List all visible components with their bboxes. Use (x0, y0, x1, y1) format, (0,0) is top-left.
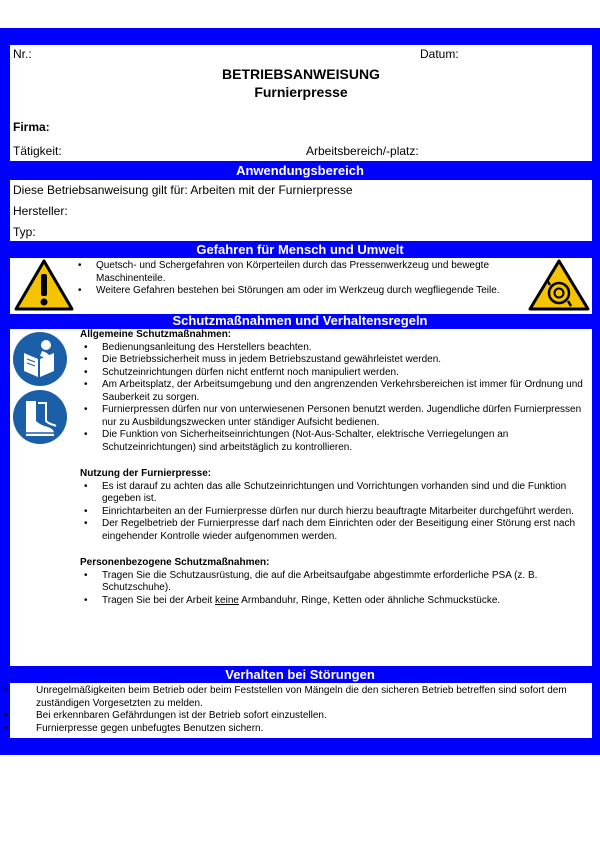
document-subtitle: Furnierpresse (254, 84, 348, 100)
section-title-gefahren: Gefahren für Mensch und Umwelt (196, 242, 404, 257)
list-item: • Am Arbeitsplatz, der Arbeitsumgebung und den angrenzenden Verkehrsbereichen ist immer für Ordnung und Sauberkeit zu sorgen. (80, 379, 590, 404)
typ-label: Typ: (13, 225, 36, 239)
gefahren-box (10, 258, 592, 314)
list-item: • Bedienungsanleitung des Herstellers beachten. (80, 342, 590, 355)
nutzung-heading: Nutzung der Furnierpresse: (80, 468, 212, 479)
person-heading: Personenbezogene Schutzmaßnahmen: (80, 557, 270, 568)
list-item: • Unregelmäßigkeiten beim Betrieb oder beim Feststellen von Mängeln die den sicheren Betrieb betreffen sind sofort dem zuständigen Vorgesetzten zu melden. (0, 685, 590, 710)
document-title: BETRIEBSANWEISUNG (222, 66, 380, 82)
schutz-content (80, 329, 590, 607)
item-text-post: Armbanduhr, Ringe, Ketten oder ähnliche Schmuckstücke. (238, 594, 501, 606)
list-item: • Die Funktion von Sicherheitseinrichtungen (Not-Aus-Schalter, elektrische Verriegelungen an Schutzeinrichtungen) sind arbeitstäglich zu kontrollieren. (80, 429, 590, 454)
anwendungsbereich-box (10, 180, 592, 241)
rotating-parts-warning-icon (528, 259, 590, 311)
nutzung-list (80, 481, 590, 544)
datum-label: Datum: (420, 47, 459, 61)
list-item: • Der Regelbetrieb der Furnierpresse darf nach dem Einrichten oder der Beseitigung einer Störung erst nach eingehender Kontrolle wieder aufgenommen werden. (80, 518, 590, 543)
header-box (10, 45, 592, 161)
gefahren-list (74, 260, 524, 298)
list-item: • Einrichtarbeiten an der Furnierpresse dürfen nur durch hierzu beauftragte Mitarbeiter durchgeführt werden. (80, 506, 590, 519)
safety-boots-icon (12, 389, 68, 445)
verhalten-box (10, 683, 592, 738)
list-item: • Weitere Gefahren bestehen bei Störungen am oder im Werkzeug durch wegfliegende Teile. (74, 285, 524, 298)
list-item: • Bei erkennbaren Gefährdungen ist der Betrieb sofort einzustellen. (0, 710, 590, 723)
list-item: • Furnierpresse gegen unbefugtes Benutzen sichern. (0, 723, 590, 736)
list-item (80, 595, 590, 608)
anwendungsbereich-line: Diese Betriebsanweisung gilt für: Arbeiten mit der Furnierpresse (13, 183, 353, 197)
section-title-verhalten: Verhalten bei Störungen (225, 667, 375, 682)
list-item: • Quetsch- und Schergefahren von Körperteilen durch das Pressenwerkzeug und bewegte Maschinenteile. (74, 260, 524, 285)
verhalten-list (0, 685, 590, 735)
emphasis-keine: keine (215, 594, 239, 606)
list-item: • Es ist darauf zu achten das alle Schutzeinrichtungen und Vorrichtungen vorhanden sind und die Funktion gegeben ist. (80, 481, 590, 506)
taetigkeit-label: Tätigkeit: (13, 144, 62, 158)
arbeitsbereich-label: Arbeitsbereich/-platz: (306, 144, 419, 158)
allgemein-list (80, 342, 590, 455)
section-title-anwendungsbereich: Anwendungsbereich (236, 163, 364, 178)
list-item: • Die Betriebssicherheit muss in jedem Betriebszustand gewährleistet werden. (80, 354, 590, 367)
nr-label: Nr.: (13, 47, 32, 61)
firma-label: Firma: (13, 120, 50, 134)
general-warning-icon (14, 259, 74, 311)
hersteller-label: Hersteller: (13, 204, 68, 218)
item-text-pre: Tragen Sie bei der Arbeit (102, 594, 216, 606)
person-list (80, 570, 590, 608)
list-item: • Tragen Sie die Schutzausrüstung, die auf die Arbeitsaufgabe abgestimmte erforderliche PSA (z. B. Schutzschuhe). (80, 570, 590, 595)
list-item: • Schutzeinrichtungen dürfen nicht entfernt noch manipuliert werden. (80, 367, 590, 380)
read-manual-icon (12, 331, 68, 387)
section-title-schutz: Schutzmaßnahmen und Verhaltensregeln (172, 313, 428, 328)
schutz-box (10, 329, 592, 666)
list-item: • Furnierpressen dürfen nur von unterwiesenen Personen benutzt werden. Jugendliche dürfen Furnierpressen nur zu Ausbildungszwecken unter ständiger Aufsicht bedienen. (80, 404, 590, 429)
allgemein-heading: Allgemeine Schutzmaßnahmen: (80, 329, 232, 340)
